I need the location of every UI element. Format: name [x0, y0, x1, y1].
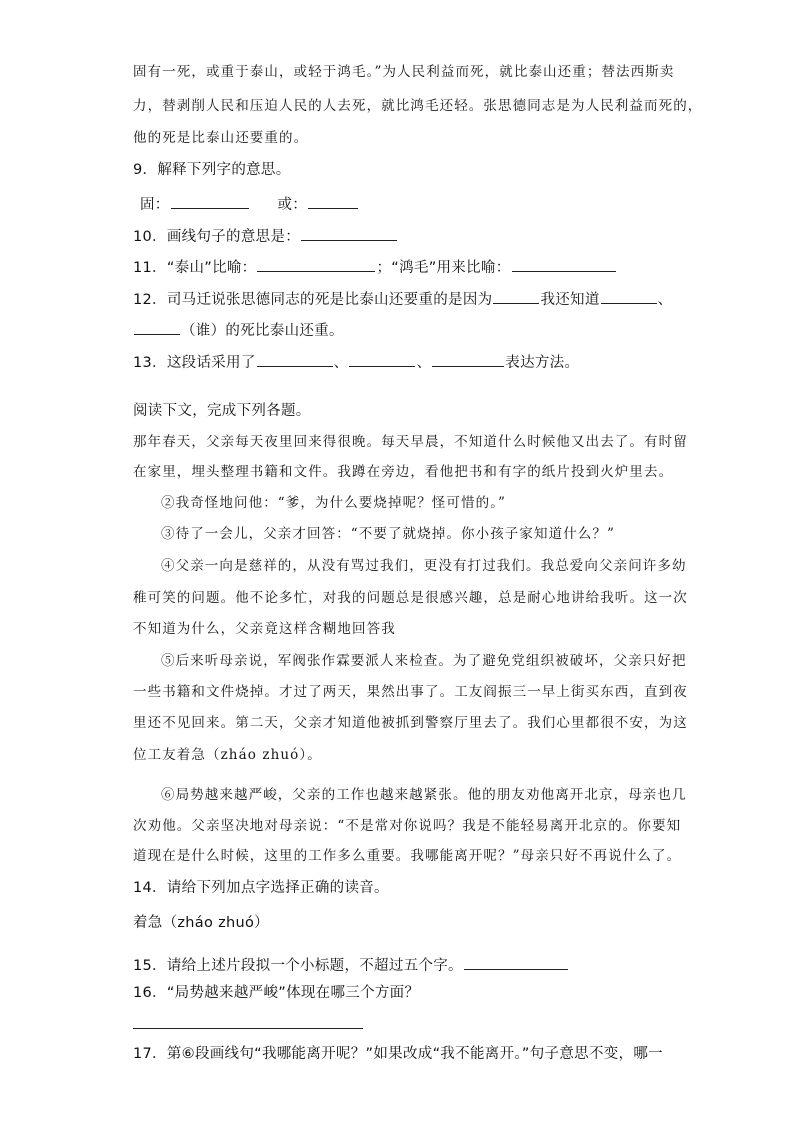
passage1-line-2: 力，替剥削人民和压迫人民的人去死，就比鸿毛还轻。张思德同志是为人民利益而死的，	[133, 98, 703, 114]
hongmao-answer-blank[interactable]	[512, 257, 616, 272]
question-17: 17．第⑥段画线句“我哪能离开呢？”如果改成“我不能离开。”句子意思不变，哪一	[133, 1046, 663, 1062]
question-12-text-c: 、	[657, 292, 673, 308]
reading2-para-5-line-1: ⑤后来听母亲说，军阀张作霖要派人来检查。为了避免党组织被破坏，父亲只好把	[161, 653, 687, 669]
reading2-para-6-line-3: 道现在是什么时候，这里的工作多么重要。我哪能离开呢？”母亲只好不再说什么了。	[133, 848, 682, 864]
question-13-blank-3[interactable]	[432, 352, 504, 367]
question-10-blank[interactable]	[301, 226, 397, 241]
question-16: 16．“局势越来越严峻”体现在哪三个方面？	[133, 985, 420, 1001]
reading2-para-5-line-3: 里还不见回来。第二天，父亲才知道他被抓到警察厅里去了。我们心里都很不安，为这	[133, 715, 688, 731]
reading2-line-2: 在家里，埋头整理书籍和文件。我蹲在旁边，看他把书和有字的纸片投到火炉里去。	[133, 464, 674, 480]
taishan-answer-blank[interactable]	[257, 257, 375, 272]
question-11-text-a: 11．“泰山”比喻：	[133, 260, 257, 276]
reading2-para-4-line-2: 稚可笑的问题。他不论多忙，对我的问题总是很感兴趣，总是耐心地讲给我听。这一次	[133, 590, 688, 606]
question-9: 9．解释下列字的意思。	[133, 162, 291, 178]
huo-answer-blank[interactable]	[308, 194, 358, 209]
reading2-para-3: ③待了一会儿，父亲才回答：“不要了就烧掉。你小孩子家知道什么？”	[161, 526, 616, 542]
passage1-line-1: 固有一死，或重于泰山，或轻于鸿毛。”为人民利益而死，就比泰山还重；替法西斯卖	[133, 64, 675, 80]
question-13-sep-2: 、	[416, 355, 432, 371]
question-9-answers	[140, 194, 359, 213]
question-12-blank-3[interactable]	[134, 320, 180, 335]
question-13-text-a: 13．这段话采用了	[133, 355, 256, 371]
question-12-text-d: （谁）的死比泰山还重。	[181, 323, 344, 339]
question-14: 14．请给下列加点字选择正确的读音。	[133, 880, 389, 896]
huo-label: 或：	[277, 197, 308, 213]
question-10	[133, 226, 398, 245]
gu-answer-blank[interactable]	[171, 194, 249, 209]
reading2-para-2: ②我奇怪地问他：“爹，为什么要烧掉呢？怪可惜的。”	[161, 495, 507, 511]
question-15-blank[interactable]	[464, 955, 568, 970]
reading2-para-6-line-2: 次劝他。父亲坚决地对母亲说：“不是常对你说吗？我是不能轻易离开北京的。你要知	[133, 818, 682, 834]
question-14-sub: 着急（zháo zhuó）	[133, 915, 269, 931]
reading2-para-6-line-1: ⑥局势越来越严峻，父亲的工作也越来越紧张。他的朋友劝他离开北京，母亲也几	[161, 787, 687, 803]
question-16-answer-line[interactable]	[133, 1028, 363, 1029]
question-13-text-b: 表达方法。	[505, 355, 580, 371]
reading2-para-4-line-3: 不知道为什么，父亲竟这样含糊地回答我	[133, 621, 396, 637]
question-13-blank-1[interactable]	[257, 352, 333, 367]
reading2-para-5-line-2: 一些书籍和文件烧掉。才过了两天，果然出事了。工友阎振三一早上街买东西，直到夜	[133, 684, 688, 700]
question-11-text-b: ；“鸿毛”用来比喻：	[376, 260, 511, 276]
reading2-line-1: 那年春天，父亲每天夜里回来得很晚。每天早晨，不知道什么时候他又出去了。有时留	[133, 434, 688, 450]
question-13-blank-2[interactable]	[349, 352, 415, 367]
question-12-blank-2[interactable]	[601, 289, 657, 304]
question-15	[133, 955, 569, 974]
question-10-text: 10．画线句子的意思是：	[133, 229, 301, 245]
question-13	[133, 352, 579, 371]
question-12	[133, 289, 672, 308]
question-12-text-a: 12．司马迁说张思德同志的死是比泰山还要重的是因为	[133, 292, 493, 308]
question-12-cont	[133, 320, 344, 339]
gu-label: 固：	[140, 197, 170, 213]
reading2-intro: 阅读下文，完成下列各题。	[133, 403, 311, 419]
reading2-para-5-line-4: 位工友着急（zháo zhuó）。	[133, 747, 322, 763]
question-12-text-b: 我还知道	[540, 292, 600, 308]
question-12-blank-1[interactable]	[493, 289, 539, 304]
question-13-sep-1: 、	[333, 355, 349, 371]
passage1-line-3: 他的死是比泰山还要重的。	[133, 130, 309, 146]
question-11	[133, 257, 617, 276]
reading2-para-4-line-1: ④父亲一向是慈祥的，从没有骂过我们，更没有打过我们。我总爱向父亲问许多幼	[161, 558, 687, 574]
question-15-text: 15．请给上述片段拟一个小标题，不超过五个字。	[133, 958, 463, 974]
